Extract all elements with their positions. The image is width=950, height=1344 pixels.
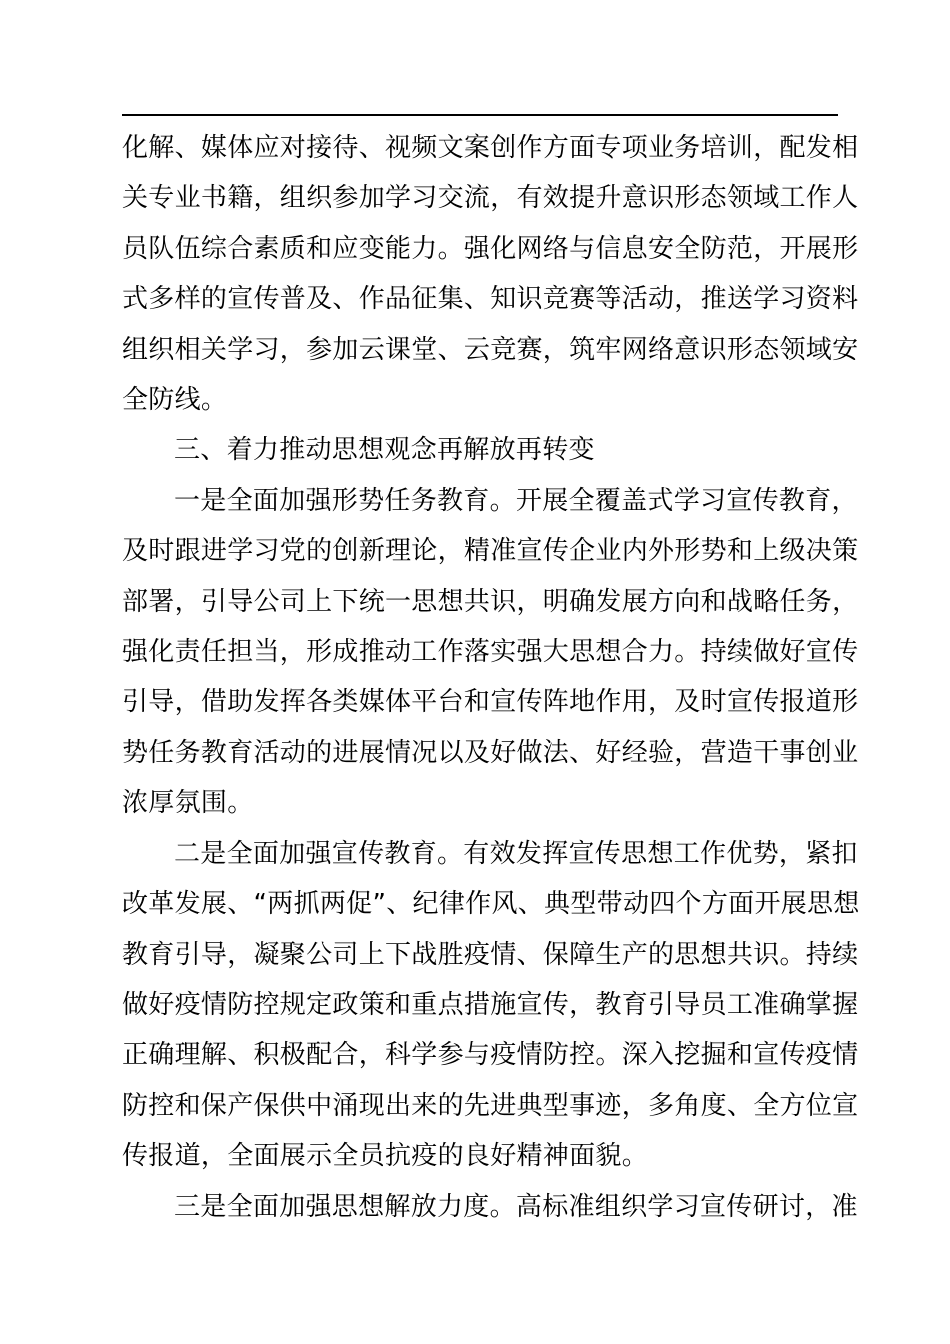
text-line: 式多样的宣传普及、作品征集、知识竞赛等活动，推送学习资料 — [122, 284, 859, 315]
text-line: 组织相关学习，参加云课堂、云竞赛，筑牢网络意识形态领域安 — [122, 334, 859, 365]
text-line: 三是全面加强思想解放力度。高标准组织学习宣传研讨，准 — [174, 1191, 858, 1222]
text-line: 全防线。 — [122, 385, 228, 416]
text-line: 化解、媒体应对接待、视频文案创作方面专项业务培训，配发相 — [122, 133, 859, 163]
header-rule — [122, 114, 838, 116]
text-line: 势任务教育活动的进展情况以及好做法、好经验，营造干事创业 — [122, 737, 859, 768]
section-heading-text: 三、着力推动思想观念再解放再转变 — [174, 435, 595, 466]
text-line: 正确理解、积极配合，科学参与疫情防控。深入挖掘和宣传疫情 — [122, 1040, 859, 1071]
paragraph-training-continued — [122, 123, 859, 425]
text-line: 二是全面加强宣传教育。有效发挥宣传思想工作优势，紧扣 — [174, 838, 858, 869]
text-line: 部署，引导公司上下统一思想共识，明确发展方向和战略任务， — [122, 586, 859, 617]
document-body — [122, 123, 860, 1232]
text-line: 做好疫情防控规定政策和重点措施宣传，教育引导员工准确掌握 — [122, 989, 859, 1020]
section-heading — [122, 425, 838, 475]
text-line: 传报道，全面展示全员抗疫的良好精神面貌。 — [122, 1141, 649, 1172]
text-line: 防控和保产保供中涌现出来的先进典型事迹，多角度、全方位宣 — [122, 1090, 859, 1121]
paragraph-publicity-education — [122, 829, 860, 1182]
paragraph-thought-liberation — [122, 1182, 858, 1232]
text-line: 员队伍综合素质和应变能力。强化网络与信息安全防范，开展形 — [122, 233, 859, 264]
text-line: 引导，借助发挥各类媒体平台和宣传阵地作用，及时宣传报道形 — [122, 687, 859, 718]
text-line: 一是全面加强形势任务教育。开展全覆盖式学习宣传教育， — [174, 485, 858, 516]
text-line: 改革发展、“两抓两促”、纪律作风、典型带动四个方面开展思想 — [122, 889, 860, 920]
paragraph-situation-education — [122, 476, 859, 829]
text-line: 教育引导，凝聚公司上下战胜疫情、保障生产的思想共识。持续 — [122, 939, 859, 970]
text-line: 强化责任担当，形成推动工作落实强大思想合力。持续做好宣传 — [122, 637, 859, 668]
text-line: 关专业书籍，组织参加学习交流，有效提升意识形态领域工作人 — [122, 183, 859, 214]
text-line: 浓厚氛围。 — [122, 788, 254, 819]
text-line: 及时跟进学习党的创新理论，精准宣传企业内外形势和上级决策 — [122, 536, 859, 567]
